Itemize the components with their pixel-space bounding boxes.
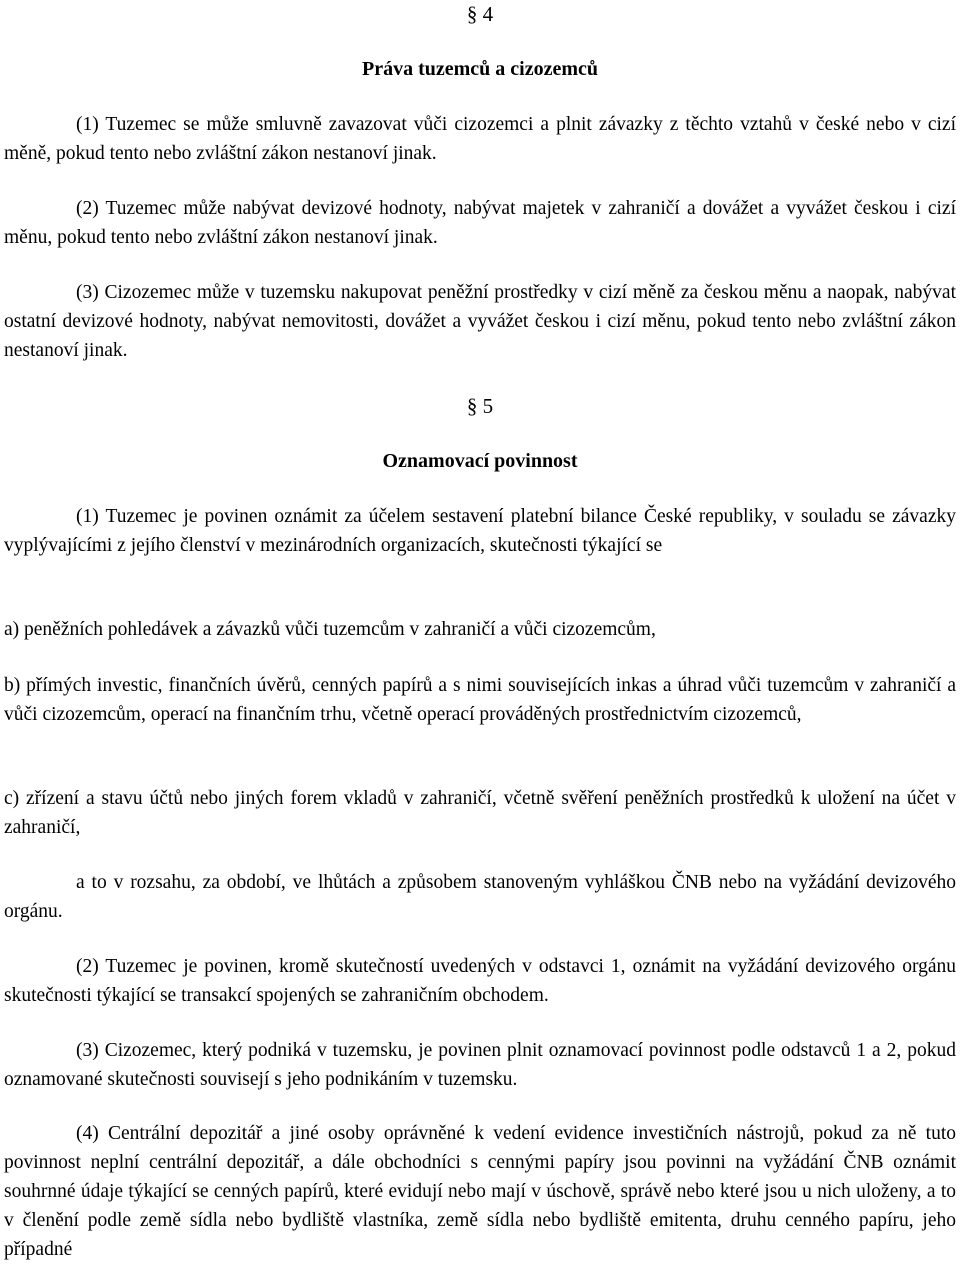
paragraph-5-4: (4) Centrální depozitář a jiné osoby oprávněné k vedení evidence investičních nástrojů, pokud za ně tuto povinnost neplní centrální depozitář, a dále obchodníci s cennými papíry jsou povinni na vyžádání ČNB oznámit souhrnné údaje týkající se cenných papírů, které evidují nebo mají v úschově, správě nebo které jsou u nich uloženy, a to v členění podle země sídla nebo bydliště vlastníka, země sídla nebo bydliště emitenta, druhu cenného papíru, jeho případné	[4, 1123, 956, 1260]
paragraph-5-3: (3) Cizozemec, který podniká v tuzemsku, je povinen plnit oznamovací povinnost podle odstavců 1 a 2, pokud oznamované skutečnosti souvisejí s jeho podnikáním v tuzemsku.	[4, 1040, 956, 1090]
paragraph-4-1: (1) Tuzemec se může smluvně zavazovat vůči cizozemci a plnit závazky z těchto vztahů v české nebo v cizí měně, pokud tento nebo zvláštní zákon nestanoví jinak.	[4, 114, 956, 164]
list-item-a: a) peněžních pohledávek a závazků vůči tuzemcům v zahraničí a vůči cizozemcům,	[4, 619, 656, 640]
paragraph-4-2: (2) Tuzemec může nabývat devizové hodnoty, nabývat majetek v zahraničí a dovážet a vyvážet českou i cizí měnu, pokud tento nebo zvláštní zákon nestanoví jinak.	[4, 198, 956, 248]
list-item-b: b) přímých investic, finančních úvěrů, cenných papírů a s nimi souvisejících inkas a úhrad vůči tuzemcům v zahraničí a vůči cizozemcům, operací na finančním trhu, včetně operací prováděných prostřednictvím cizozemců,	[4, 675, 956, 725]
paragraph-4-3: (3) Cizozemec může v tuzemsku nakupovat peněžní prostředky v cizí měně za českou měnu a naopak, nabývat ostatní devizové hodnoty, nabývat nemovitosti, dovážet a vyvážet českou i cizí měnu, pokud tento nebo zvláštní zákon nestanoví jinak.	[4, 282, 956, 361]
paragraph-5-2: (2) Tuzemec je povinen, kromě skutečností uvedených v odstavci 1, oznámit na vyžádání devizového orgánu skutečnosti týkající se transakcí spojených se zahraničním obchodem.	[4, 956, 956, 1006]
section-title-5: Oznamovací povinnost	[382, 450, 578, 472]
paragraph-5-1: (1) Tuzemec je povinen oznámit za účelem sestavení platební bilance České republiky, v souladu se závazky vyplývajícími z jejího členství v mezinárodních organizacích, skutečnosti týkající se	[4, 506, 956, 556]
section-mark-4: § 4	[466, 2, 494, 26]
section-title-4: Práva tuzemců a cizozemců	[361, 58, 598, 80]
list-item-c: c) zřízení a stavu účtů nebo jiných forem vkladů v zahraničí, včetně svěření peněžních prostředků k uložení na účet v zahraničí,	[4, 788, 956, 838]
paragraph-5-closing: a to v rozsahu, za období, ve lhůtách a způsobem stanoveným vyhláškou ČNB nebo na vyžádání devizového orgánu.	[4, 872, 956, 922]
section-mark-5: § 5	[466, 394, 494, 418]
